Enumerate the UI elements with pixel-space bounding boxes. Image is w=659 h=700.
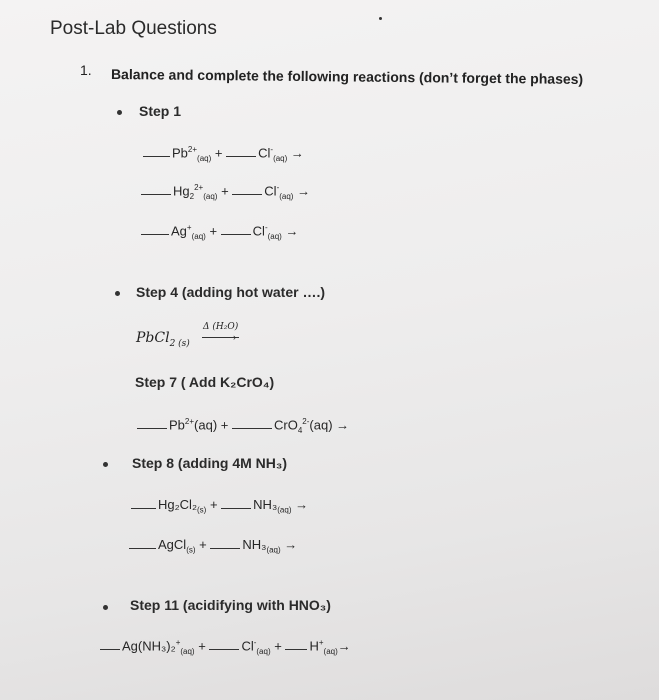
step11-heading: Step 11 (acidifying with HNO₃) — [130, 597, 331, 613]
reaction-agcl-nh3: AgCl$_{(s)}$ + $NH_3_{(aq)}$ → — [129, 537, 297, 555]
answer-blank[interactable] — [100, 648, 120, 650]
reaction-pb-cl: $Pb^{2+}_{(aq)} + Cl^-_{(aq)}$ → — [143, 145, 304, 163]
pbcl2-formula: PbCl$_{2 (s)}$ — [136, 330, 190, 349]
answer-blank[interactable] — [131, 507, 156, 509]
reaction-condition: Δ (H₂O) — [203, 322, 239, 332]
answer-blank[interactable] — [210, 547, 240, 549]
step4-heading: Step 4 (adding hot water ….) — [136, 284, 326, 300]
bullet-step1 — [117, 110, 122, 115]
reaction-arrow-head: › — [233, 332, 236, 342]
answer-blank[interactable] — [221, 507, 251, 509]
answer-blank[interactable] — [209, 648, 239, 650]
answer-blank[interactable] — [226, 155, 256, 157]
bullet-step4 — [115, 291, 120, 296]
question-text: Balance and complete the following reactions (don’t forget the phases) — [110, 66, 584, 87]
answer-blank[interactable] — [137, 427, 167, 429]
answer-blank[interactable] — [141, 193, 171, 195]
answer-blank[interactable] — [129, 547, 156, 549]
reaction-hg2cl2-nh3: $Hg_2Cl_2_{(s)} + NH_3_{(aq)}$ → — [131, 497, 308, 515]
answer-blank[interactable] — [221, 233, 251, 235]
question-number: 1. — [80, 62, 92, 78]
answer-blank[interactable] — [285, 648, 307, 650]
step8-heading: Step 8 (adding 4M NH₃) — [132, 455, 288, 471]
reaction-agnh3-hcl: $Ag(NH_3)_2^+_{(aq)} + Cl^-_{(aq)} + H^+_{(aq)}\to$ — [100, 638, 351, 656]
answer-blank[interactable] — [141, 233, 169, 235]
answer-blank[interactable] — [232, 193, 262, 195]
pen-mark — [379, 17, 382, 20]
reaction-ag-cl: $Ag^+_{(aq)} + Cl^-_{(aq)}$ → — [141, 223, 298, 241]
answer-blank[interactable] — [143, 155, 170, 157]
answer-blank[interactable] — [232, 427, 272, 429]
page-title: Post-Lab Questions — [50, 18, 217, 39]
step7-heading: Step 7 ( Add K₂CrO₄) — [135, 374, 275, 390]
step1-heading: Step 1 — [139, 103, 182, 119]
reaction-hg-cl: $Hg_2^{2+}_{(aq)} + Cl^-_{(aq)}$ → — [141, 183, 310, 201]
bullet-step8 — [103, 462, 108, 467]
bullet-step11 — [103, 605, 108, 610]
reaction-pb-cro4: $Pb^{2+}(aq) + CrO_4^{2-}(aq)$ → — [137, 417, 349, 435]
